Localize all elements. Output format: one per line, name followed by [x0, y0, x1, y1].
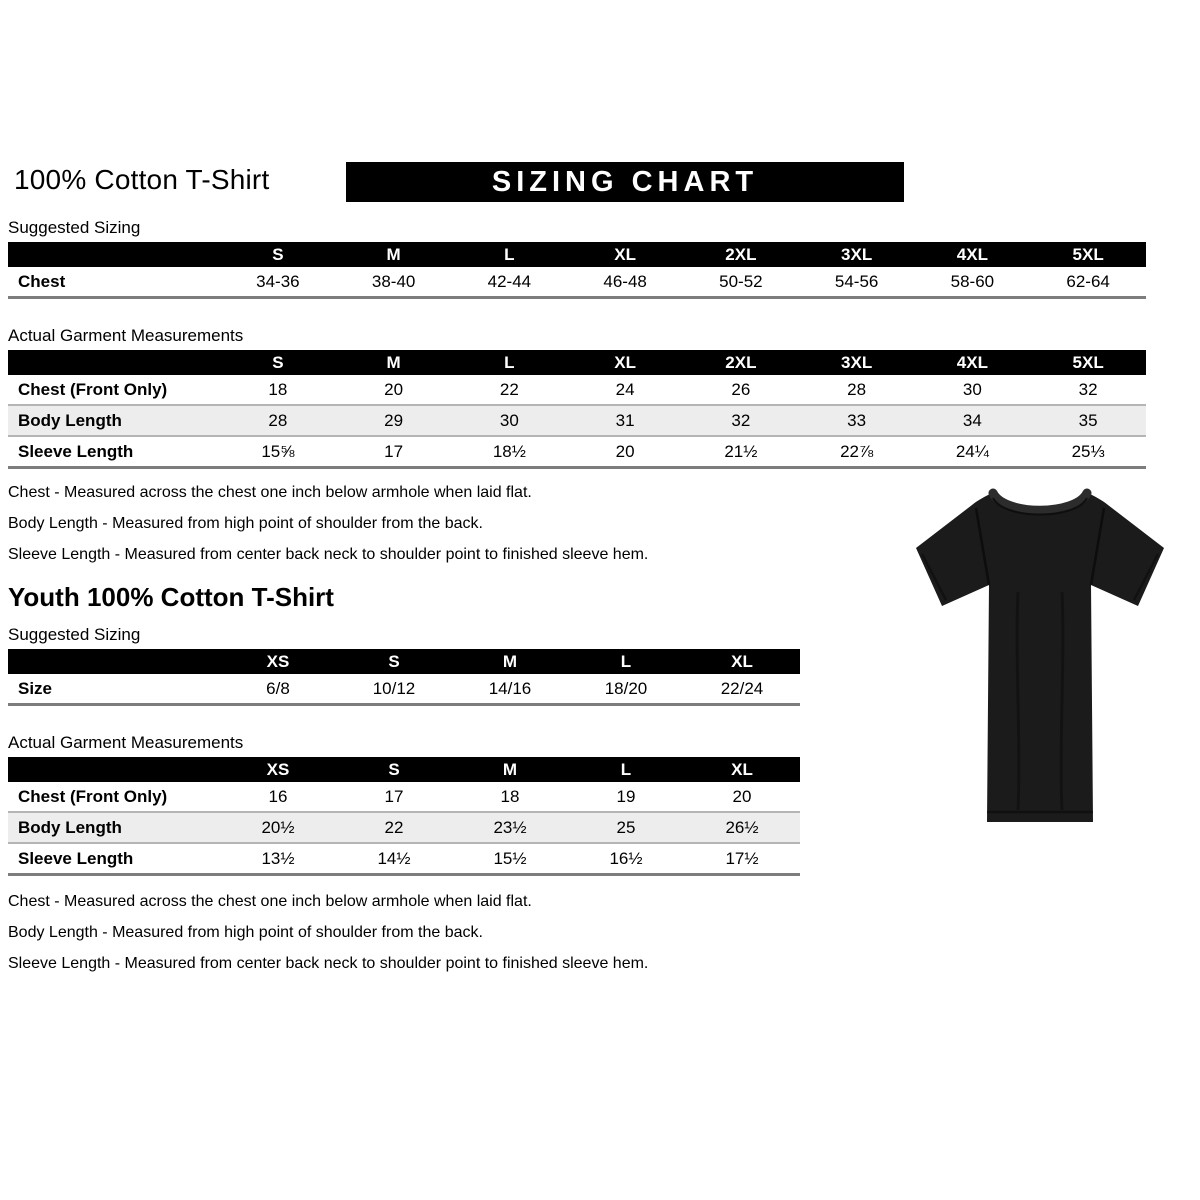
tshirt-body [916, 492, 1164, 822]
cell: 20 [567, 436, 683, 468]
size-col-header: S [220, 242, 336, 267]
size-col-header: L [452, 350, 568, 375]
table-row [8, 405, 1146, 436]
cell: 15⅝ [220, 436, 336, 468]
cell: 62-64 [1030, 267, 1146, 298]
cell: 31 [567, 405, 683, 436]
size-col-header: XL [567, 242, 683, 267]
size-col-header: 2XL [683, 350, 799, 375]
cell: 24 [567, 375, 683, 405]
adult-actual-label: Actual Garment Measurements [8, 326, 244, 345]
cell: 24¼ [915, 436, 1031, 468]
cell: 16 [220, 782, 336, 812]
cell: 20 [336, 375, 452, 405]
row-label: Sleeve Length [8, 843, 220, 875]
size-col-header: 3XL [799, 350, 915, 375]
cell: 18½ [452, 436, 568, 468]
page-title: 100% Cotton T-Shirt [14, 164, 270, 195]
cell: 14½ [336, 843, 452, 875]
cell: 46-48 [567, 267, 683, 298]
table-row [8, 267, 1146, 298]
youth-suggested-label: Suggested Sizing [8, 625, 141, 644]
cell: 25 [568, 812, 684, 843]
cell: 26 [683, 375, 799, 405]
cell: 58-60 [915, 267, 1031, 298]
youth-suggested-table [8, 649, 800, 706]
cell: 33 [799, 405, 915, 436]
cell: 30 [915, 375, 1031, 405]
cell: 34 [915, 405, 1031, 436]
note-line: Sleeve Length - Measured from center back neck to shoulder point to finished sleeve hem. [8, 955, 649, 972]
cell: 25⅓ [1030, 436, 1146, 468]
cell: 14/16 [452, 674, 568, 705]
tshirt-image [890, 472, 1190, 840]
tshirt-fold-left [1017, 592, 1019, 810]
table-row [8, 843, 800, 875]
cell: 17½ [684, 843, 800, 875]
cell: 29 [336, 405, 452, 436]
note-line: Body Length - Measured from high point of shoulder from the back. [8, 924, 483, 941]
header-spacer [8, 242, 220, 267]
cell: 20 [684, 782, 800, 812]
cell: 38-40 [336, 267, 452, 298]
note-line: Chest - Measured across the chest one inch below armhole when laid flat. [8, 484, 532, 501]
row-label: Sleeve Length [8, 436, 220, 468]
adult-actual-table [8, 350, 1146, 469]
cell: 35 [1030, 405, 1146, 436]
table-row [8, 674, 800, 705]
size-col-header: L [452, 242, 568, 267]
size-col-header: L [568, 757, 684, 782]
cell: 28 [220, 405, 336, 436]
table-row [8, 812, 800, 843]
cell: 6/8 [220, 674, 336, 705]
cell: 18 [220, 375, 336, 405]
size-col-header: M [452, 649, 568, 674]
cell: 54-56 [799, 267, 915, 298]
cell: 22 [452, 375, 568, 405]
size-col-header: XL [567, 350, 683, 375]
cell: 34-36 [220, 267, 336, 298]
size-col-header: M [336, 350, 452, 375]
cell: 30 [452, 405, 568, 436]
size-col-header: 5XL [1030, 242, 1146, 267]
row-label: Body Length [8, 405, 220, 436]
note-line: Body Length - Measured from high point of shoulder from the back. [8, 515, 483, 532]
cell: 32 [683, 405, 799, 436]
youth-actual-label: Actual Garment Measurements [8, 733, 244, 752]
cell: 10/12 [336, 674, 452, 705]
cell: 22⅞ [799, 436, 915, 468]
size-col-header: M [452, 757, 568, 782]
cell: 13½ [220, 843, 336, 875]
size-col-header: L [568, 649, 684, 674]
header-spacer [8, 350, 220, 375]
tshirt-fold-right [1061, 592, 1063, 810]
youth-notes [8, 893, 1192, 973]
size-col-header: M [336, 242, 452, 267]
cell: 28 [799, 375, 915, 405]
cell: 23½ [452, 812, 568, 843]
cell: 22 [336, 812, 452, 843]
header-spacer [8, 649, 220, 674]
cell: 15½ [452, 843, 568, 875]
cell: 16½ [568, 843, 684, 875]
cell: 20½ [220, 812, 336, 843]
row-label: Body Length [8, 812, 220, 843]
table-header-row [8, 242, 1146, 267]
size-col-header: XS [220, 757, 336, 782]
row-label: Chest [8, 267, 220, 298]
tshirt-graphic [890, 472, 1190, 840]
note-line: Chest - Measured across the chest one inch below armhole when laid flat. [8, 893, 532, 910]
size-col-header: XL [684, 757, 800, 782]
size-col-header: S [336, 649, 452, 674]
row-label: Chest (Front Only) [8, 375, 220, 405]
cell: 26½ [684, 812, 800, 843]
cell: 17 [336, 436, 452, 468]
size-col-header: 4XL [915, 350, 1031, 375]
cell: 22/24 [684, 674, 800, 705]
cell: 18/20 [568, 674, 684, 705]
table-row [8, 782, 800, 812]
table-header-row [8, 350, 1146, 375]
youth-actual-table [8, 757, 800, 876]
adult-suggested-label: Suggested Sizing [8, 218, 141, 237]
cell: 18 [452, 782, 568, 812]
sizing-chart-banner: SIZING CHART [346, 162, 904, 202]
youth-title: Youth 100% Cotton T-Shirt [8, 582, 334, 612]
table-row [8, 436, 1146, 468]
row-label: Chest (Front Only) [8, 782, 220, 812]
row-label: Size [8, 674, 220, 705]
adult-suggested-table [8, 242, 1146, 299]
size-col-header: XS [220, 649, 336, 674]
table-row [8, 375, 1146, 405]
size-col-header: S [336, 757, 452, 782]
table-header-row [8, 757, 800, 782]
table-header-row [8, 649, 800, 674]
cell: 19 [568, 782, 684, 812]
cell: 42-44 [452, 267, 568, 298]
page-header [8, 162, 1192, 210]
cell: 21½ [683, 436, 799, 468]
size-col-header: 5XL [1030, 350, 1146, 375]
header-spacer [8, 757, 220, 782]
tshirt-collar [993, 493, 1087, 510]
size-col-header: 3XL [799, 242, 915, 267]
size-col-header: 4XL [915, 242, 1031, 267]
cell: 17 [336, 782, 452, 812]
note-line: Sleeve Length - Measured from center back neck to shoulder point to finished sleeve hem. [8, 546, 649, 563]
cell: 50-52 [683, 267, 799, 298]
size-col-header: 2XL [683, 242, 799, 267]
size-col-header: XL [684, 649, 800, 674]
cell: 32 [1030, 375, 1146, 405]
size-col-header: S [220, 350, 336, 375]
